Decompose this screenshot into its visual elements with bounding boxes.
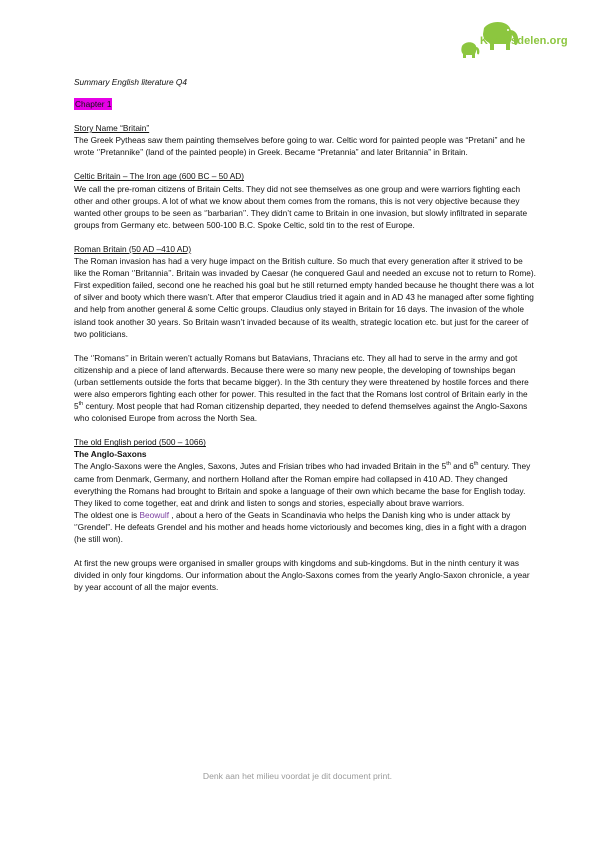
- chapter-label: Chapter 1: [75, 99, 112, 110]
- document-body: [74, 76, 536, 593]
- section-text-roman-2: The ‘’Romans’’ in Britain weren’t actually Romans but Batavians, Thracians etc. They all had to serve in the army and got citizenship and a piece of land afterwards. Because there were so many new people, the developing of townships began (urban settlements outside the forts that became bigger). In the 3th century they were threatened by hostile forces and there were also emperors fighting each other for power. This resulted in the fact that the Romans lost control of Britain early in the 5th century. Most people that had Roman citizenship departed, they needed to defend themselves against the Anglo-Saxons who colonised Europe from across the North Sea.: [74, 352, 529, 424]
- section-text-anglo-saxons-3: At first the new groups were organised in smaller groups with kingdoms and sub-kingdoms. But in the ninth century it was divided in only four kingdoms. Our information about the Anglo-Saxons comes from the yearly Anglo-Saxon chronicle, a year by year account of all the major events.: [74, 558, 530, 593]
- site-logo[interactable]: [456, 16, 576, 64]
- section-text-anglo-saxons-1: The Anglo-Saxons were the Angles, Saxons, Jutes and Frisian tribes who had invaded Britain in the 5th and 6th century. They came from Denmark, Germany, and northern Holland after the Roman empire had collapsed in 410 AD. They changed everything the Romans had brought to Britain and spoke a language of their own which became the base for English today. They liked to come together, eat and drink and listen to songs and stories, especially about brave warriors.: [74, 461, 531, 508]
- footer-note: Denk aan het milieu voordat je dit document print.: [202, 771, 393, 781]
- section-text-roman-1: The Roman invasion has had a very huge impact on the British culture. So much that every generation after it strived to be like the Roman ‘’Britannia’’. Britain was invaded by Caesar (he conquered Gaul and needed an excuse not to return to Rome). First expedition failed, second one he reached his goal but he still returned empty handed because he thought there was a lot of silver and booty which there wasn’t. After that emperor Claudius tried it again and in AD 43 he managed after some fighting and help from another general & some Celtic groups. Claudius only stayed in Britain for 16 days. The invasion of the whole island took another 30 years. So Britain wasn’t invaded because of its wealth, strategic location etc. but just for the career of two politicians.: [74, 256, 536, 339]
- section-text-anglo-saxons-2: The oldest one is Beowulf , about a hero of the Geats in Scandinavia who helps the Danish king who is under attack by ‘’Grendel”. He defeats Grendel and his mother and heads home victoriously and becomes king, dies in a fight with a dragon (he still won).: [74, 509, 527, 544]
- document-title: Summary English literature Q4: [74, 77, 187, 87]
- section-text-britain: The Greek Pytheas saw them painting themselves before going to war. Celtic word for painted people was “Pretani” and he wrote ‘’Pretannike’’ (land of the painted people) in Greek. Became “Pretannia” and later Britannia” in Britain.: [74, 135, 526, 158]
- section-heading-britain: Story Name “Britain”: [74, 123, 150, 134]
- logo-text: Kennisdelen.org: [480, 35, 568, 47]
- section-heading-old-english: The old English period (500 – 1066): [74, 437, 206, 448]
- section-text-celtic: We call the pre-roman citizens of Britain Celts. They did not see themselves as one group and were warriors fighting each other and other groups. A lot of what we know about them comes from the romans, this is not very objective because they wanted other groups to be seen as ‘’barbarian’’. They didn’t came to Britain in one invasion, but slowly infiltrated in separate groups from Germany etc. between 500-100 B.C. Spoke Celtic, sold tin to the rest of Europe.: [74, 183, 528, 230]
- beowulf-link[interactable]: Beowulf: [139, 509, 170, 520]
- section-heading-celtic: Celtic Britain – The Iron age (600 BC – 50 AD): [74, 171, 245, 182]
- section-heading-roman: Roman Britain (50 AD –410 AD): [74, 243, 192, 254]
- subheading-anglo-saxons: The Anglo-Saxons: [74, 449, 147, 460]
